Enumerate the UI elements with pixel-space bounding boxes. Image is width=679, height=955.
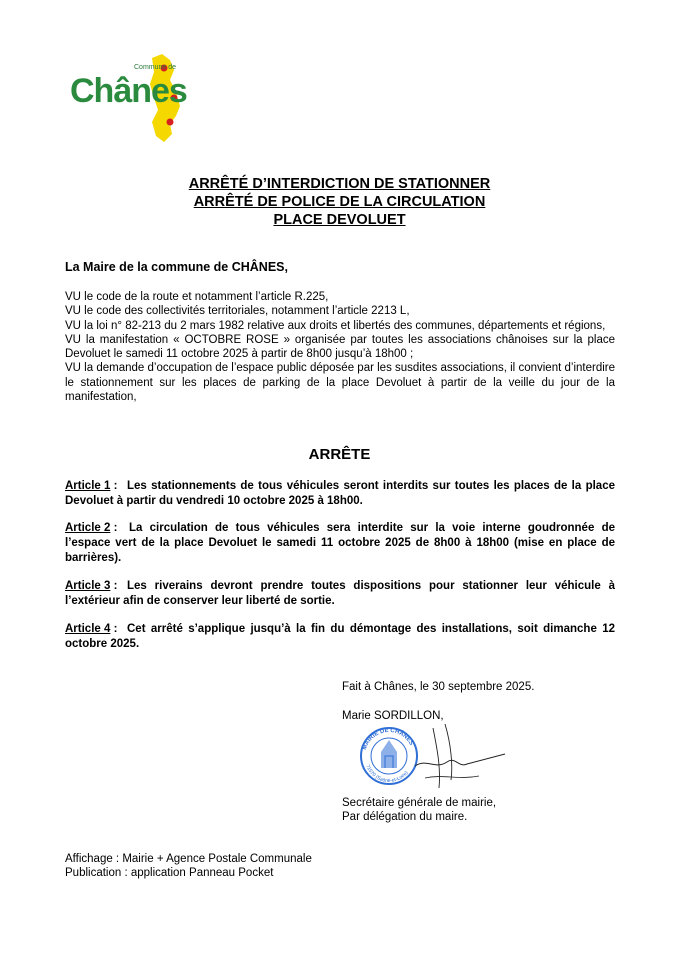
map-dot <box>167 119 174 126</box>
article-text: Les stationnements de tous véhicules seront interdits sur toutes les places de la place Devoluet à partir du vendredi 10 octobre 2025 à 18h00. <box>65 480 615 507</box>
article-text: Les riverains devront prendre toutes dispositions pour stationner leur véhicule à l’extérieur afin de conserver leur liberté de sortie. <box>65 580 615 607</box>
maire-line: La Maire de la commune de CHÂNES, <box>65 260 288 274</box>
secretary-line: Secrétaire générale de mairie, <box>342 797 497 809</box>
article-sep: : <box>110 580 118 592</box>
article-2 <box>65 521 615 566</box>
fait-line: Fait à Chânes, le 30 septembre 2025. <box>342 681 535 693</box>
arrete-heading: ARRÊTE <box>308 446 371 463</box>
document-titles <box>0 175 679 229</box>
article-label: Article 3 <box>65 580 111 592</box>
article-4 <box>65 622 615 652</box>
stamp-top-text: MAIRIE DE CHÂNES <box>361 727 415 751</box>
article-sep: : <box>110 480 118 492</box>
secretary-block <box>342 796 496 824</box>
stamp-signature <box>355 718 515 798</box>
footer-line: Publication : application Panneau Pocket <box>65 867 274 879</box>
title-line: ARRÊTÉ D’INTERDICTION DE STATIONNER <box>188 176 491 192</box>
article-text: Cet arrêté s’applique jusqu’à la fin du démontage des installations, soit dimanche 12 octobre 2025. <box>65 623 615 650</box>
footer-block <box>65 852 312 880</box>
title-line: PLACE DEVOLUET <box>273 212 406 228</box>
article-text: La circulation de tous véhicules sera interdite sur la voie interne goudronnée de l’espace vert de la place Devoluet le samedi 11 octobre 2025 de 8h00 à 18h00 (mise en place de barrières). <box>65 522 615 564</box>
secretary-line: Par délégation du maire. <box>342 811 468 823</box>
vu-item: VU le code des collectivités territoriales, notamment l’article 2213 L, <box>65 305 410 318</box>
signer-name: Marie SORDILLON, <box>342 710 444 722</box>
logo-name: Chânes <box>70 72 187 110</box>
footer-line: Affichage : Mairie + Agence Postale Communale <box>65 853 312 865</box>
article-label: Article 1 <box>65 480 111 492</box>
article-3 <box>65 579 615 609</box>
article-label: Article 2 <box>65 522 111 534</box>
vu-item: VU le code de la route et notamment l’article R.225, <box>65 291 329 303</box>
vu-item: VU la loi n° 82-213 du 2 mars 1982 relative aux droits et libertés des communes, départements et régions, <box>65 319 606 332</box>
commune-logo <box>66 50 196 145</box>
article-sep: : <box>110 623 118 635</box>
title-line: ARRÊTÉ DE POLICE DE LA CIRCULATION <box>193 194 486 210</box>
article-label: Article 4 <box>65 623 111 635</box>
vu-list <box>65 290 615 404</box>
vu-item: VU la demande d’occupation de l’espace public déposée par les susdites associations, il convient d’interdire le stationnement sur les places de parking de la place Devoluet à partir de la veille du jour de la manifestation, <box>65 362 615 404</box>
vu-item: VU la manifestation « OCTOBRE ROSE » organisée par toutes les associations chânoises sur la place Devoluet le samedi 11 octobre 2025 à partir de 8h00 jusqu’à 18h00 ; <box>65 333 615 361</box>
stamp-bottom-text: 71570 (Saône-et-Loire) <box>364 763 410 785</box>
article-sep: : <box>110 522 118 534</box>
article-1 <box>65 479 615 509</box>
logo-subtitle: Commune de <box>134 64 177 71</box>
